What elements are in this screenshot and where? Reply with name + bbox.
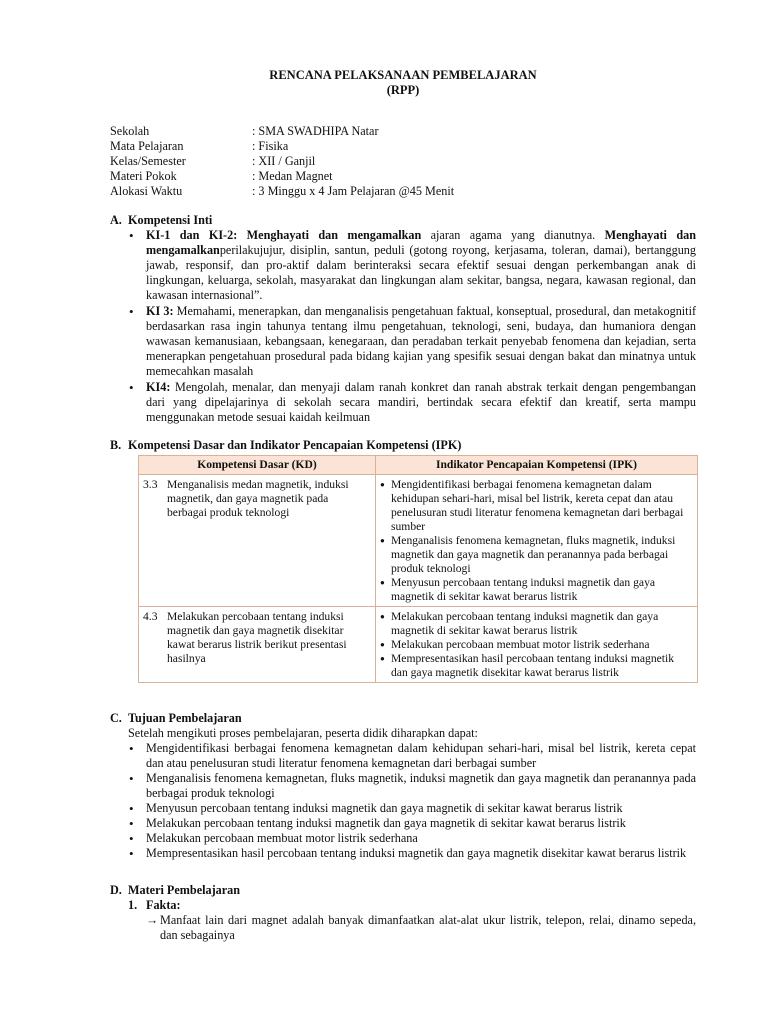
kd-cell xyxy=(139,607,376,683)
section-d-heading: D. Materi Pembelajaran xyxy=(110,883,241,897)
fakta-heading: 1. Fakta: xyxy=(128,898,181,912)
header-kd: Kompetensi Dasar (KD) xyxy=(139,456,376,475)
ipk-item: ● Melakukan percobaan membuat motor listrik sederhana xyxy=(391,638,693,652)
table-row xyxy=(139,607,698,683)
title-line-1: RENCANA PELAKSANAAN PEMBELAJARAN xyxy=(269,68,537,82)
section-c-heading: C. Tujuan Pembelajaran xyxy=(110,711,242,725)
arrow-right-icon: → xyxy=(146,913,159,927)
kd-number: 3.3 xyxy=(143,478,158,491)
title-line-2: (RPP) xyxy=(386,83,420,97)
info-value: : XII / Ganjil xyxy=(252,154,316,168)
tujuan-list xyxy=(110,741,696,861)
tujuan-intro: Setelah mengikuti proses pembelajaran, peserta didik diharapkan dapat: xyxy=(128,726,478,740)
info-label: Sekolah xyxy=(110,124,150,138)
list-item: • Mengidentifikasi berbagai fenomena kemagnetan dalam kehidupan sehari-hari, misal bel listrik, kereta cepat dan atau penelusuran studi literatur fenomena kemagnetan dari berbagai sumber xyxy=(146,741,696,771)
list-item: • Melakukan percobaan membuat motor listrik sederhana xyxy=(146,831,696,846)
section-a-heading: A. Kompetensi Inti xyxy=(110,213,213,227)
table-header-row xyxy=(139,456,698,475)
list-item: • Melakukan percobaan tentang induksi magnetik dan gaya magnetik di sekitar kawat berarus listrik xyxy=(146,816,696,831)
section-b-heading: B. Kompetensi Dasar dan Indikator Pencapaian Kompetensi (IPK) xyxy=(110,438,462,452)
kd-ipk-table xyxy=(138,455,698,683)
info-value: : 3 Minggu x 4 Jam Pelajaran @45 Menit xyxy=(252,184,455,198)
table-row xyxy=(139,475,698,607)
info-row-sekolah xyxy=(110,124,696,139)
kd-text: Melakukan percobaan tentang induksi magnetik dan gaya magnetik disekitar kawat berarus listrik berikut presentasi hasilnya xyxy=(167,610,347,665)
info-label: Kelas/Semester xyxy=(110,154,186,168)
ipk-item: ● Melakukan percobaan tentang induksi magnetik dan gaya magnetik di sekitar kawat berarus listrik xyxy=(391,610,693,638)
document-title xyxy=(110,68,696,98)
fakta-item xyxy=(110,913,696,943)
info-label: Alokasi Waktu xyxy=(110,184,183,198)
header-ipk: Indikator Pencapaian Kompetensi (IPK) xyxy=(376,456,698,475)
ipk-cell xyxy=(376,607,698,683)
list-item: • Menganalisis fenomena kemagnetan, fluks magnetik, induksi magnetik dan gaya magnetik dan peranannya pada berbagai produk teknologi xyxy=(146,771,696,801)
ipk-item: ● Mengidentifikasi berbagai fenomena kemagnetan dalam kehidupan sehari-hari, misal bel listrik, kereta cepat dan atau penelusuran studi literatur fenomena kemagnetan dari berbagai sumber xyxy=(391,478,693,534)
ipk-item: ● Menganalisis fenomena kemagnetan, fluks magnetik, induksi magnetik dan gaya magnetik dan peranannya pada berbagai produk teknologi xyxy=(391,534,693,576)
kompetensi-inti-list xyxy=(110,228,696,425)
kd-number: 4.3 xyxy=(143,610,158,623)
ipk-item: ● Mempresentasikan hasil percobaan tentang induksi magnetik dan gaya magnetik disekitar kawat berarus listrik xyxy=(391,652,693,680)
list-item: • Menyusun percobaan tentang induksi magnetik dan gaya magnetik di sekitar kawat berarus listrik xyxy=(146,801,696,816)
ipk-item: ● Menyusun percobaan tentang induksi magnetik dan gaya magnetik di sekitar kawat berarus listrik xyxy=(391,576,693,604)
info-value: : Medan Magnet xyxy=(252,169,333,183)
ki-1-2-item: • KI-1 dan KI-2: Menghayati dan mengamalkan ajaran agama yang dianutnya. Menghayati dan mengamalkanperilakujujur, disiplin, santun, peduli (gotong royong, kerjasama, toleran, damai), bertanggung jawab, responsif, dan pro-aktif dalam berinteraksi secara efektif sesuai dengan perkembangan anak di lingkungan, keluarga, sekolah, masyarakat dan lingkungan alam sekitar, bangsa, negara, kawasan regional, dan kawasan internasional”. xyxy=(146,228,696,303)
info-label: Materi Pokok xyxy=(110,169,177,183)
fakta-text: Manfaat lain dari magnet adalah banyak dimanfaatkan alat-alat ukur listrik, telepon, relai, dinamo sepeda, dan sebagainya xyxy=(160,913,696,942)
ipk-cell xyxy=(376,475,698,607)
ki-4-item: • KI4: Mengolah, menalar, dan menyaji dalam ranah konkret dan ranah abstrak terkait dengan pengembangan dari yang dipelajarinya di sekolah secara mandiri, bertindak secara efektif dan kreatif, serta mampu menggunakan metode sesuai kaidah keilmuan xyxy=(146,380,696,425)
info-value: : Fisika xyxy=(252,139,289,153)
info-label: Mata Pelajaran xyxy=(110,139,184,153)
info-row-kelas xyxy=(110,154,696,169)
list-item: • Mempresentasikan hasil percobaan tentang induksi magnetik dan gaya magnetik disekitar kawat berarus listrik xyxy=(146,846,696,861)
info-value: : SMA SWADHIPA Natar xyxy=(252,124,379,138)
info-row-mapel xyxy=(110,139,696,154)
ki-3-item: • KI 3: Memahami, menerapkan, dan menganalisis pengetahuan faktual, konseptual, prosedural, dan metakognitif berdasarkan rasa ingin tahunya tentang ilmu pengetahuan, teknologi, seni, budaya, dan humaniora dengan wawasan kemanusiaan, kebangsaan, kenegaraan, dan peradaban terkait penyebab fenomena dan kejadian, serta menerapkan pengetahuan prosedural pada bidang kajian yang spesifik sesuai dengan bakat dan minatnya untuk memecahkan masalah xyxy=(146,304,696,379)
identity-block xyxy=(110,124,696,199)
kd-text: Menganalisis medan magnetik, induksi magnetik, dan gaya magnetik pada berbagai produk teknologi xyxy=(167,478,349,519)
kd-cell xyxy=(139,475,376,607)
info-row-alokasi xyxy=(110,184,696,199)
info-row-materi xyxy=(110,169,696,184)
